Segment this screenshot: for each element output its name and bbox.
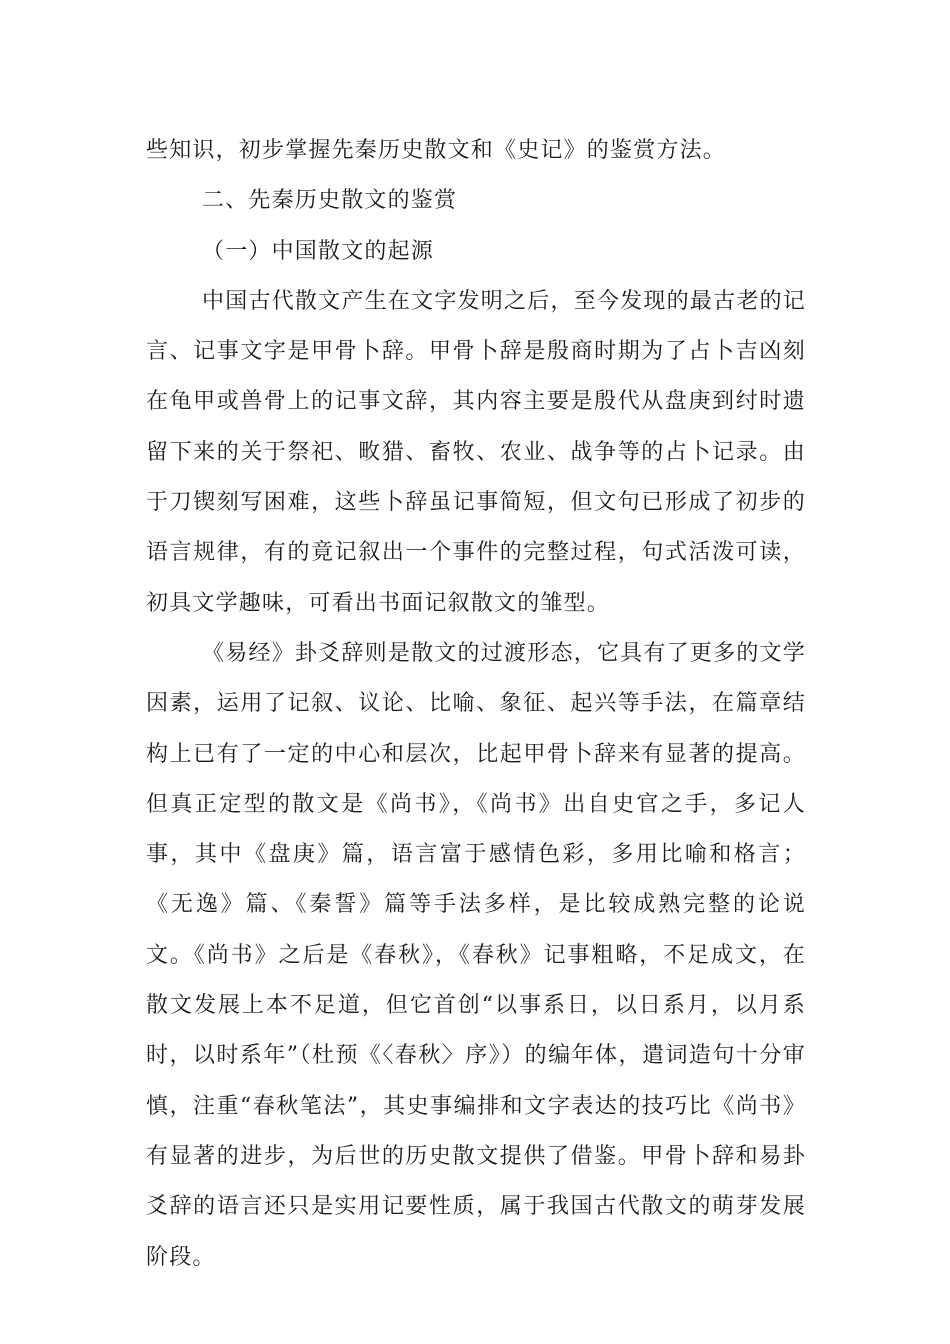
subsection-heading: （一）中国散文的起源 <box>202 238 435 264</box>
section-heading: 二、先秦历史散文的鉴赏 <box>202 188 458 214</box>
paragraph-continuation: 些知识，初步掌握先秦历史散文和《史记》的鉴赏方法。 <box>146 138 727 163</box>
document-body <box>146 126 806 1283</box>
body-paragraph: 中国古代散文产生在文字发明之后，至今发现的最古老的记言、记事文字是甲骨卜辞。甲骨卜辞是殷商时期为了占卜吉凶刻在龟甲或兽骨上的记事文辞，其内容主要是殷代从盘庚到纣时遗留下来的关于祭祀、畋猎、畜牧、农业、战争等的占卜记录。由于刀锲刻写困难，这些卜辞虽记事简短，但文句已形成了初步的语言规律，有的竟记叙出一个事件的完整过程，句式活泼可读，初具文学趣味，可看出书面记叙散文的雏型。 <box>146 288 806 616</box>
body-paragraph: 《易经》卦爻辞则是散文的过渡形态，它具有了更多的文学因素，运用了记叙、议论、比喻、象征、起兴等手法，在篇章结构上已有了一定的中心和层次，比起甲骨卜辞来有显著的提高。但真正定型的散文是《尚书》，《尚书》出自史官之手，多记人事，其中《盘庚》篇，语言富于感情色彩，多用比喻和格言；《无逸》篇、《秦誓》篇等手法多样，是比较成熟完整的论说文。《尚书》之后是《春秋》，《春秋》记事粗略，不足成文，在散文发展上本不足道，但它首创“以事系日，以日系月，以月系时，以时系年”（杜预《〈春秋〉序》）的编年体，遣词造句十分审慎，注重“春秋笔法”，其史事编排和文字表达的技巧比《尚书》有显著的进步，为后世的历史散文提供了借鉴。甲骨卜辞和易卦爻辞的语言还只是实用记要性质，属于我国古代散文的萌芽发展阶段。 <box>146 640 806 1270</box>
